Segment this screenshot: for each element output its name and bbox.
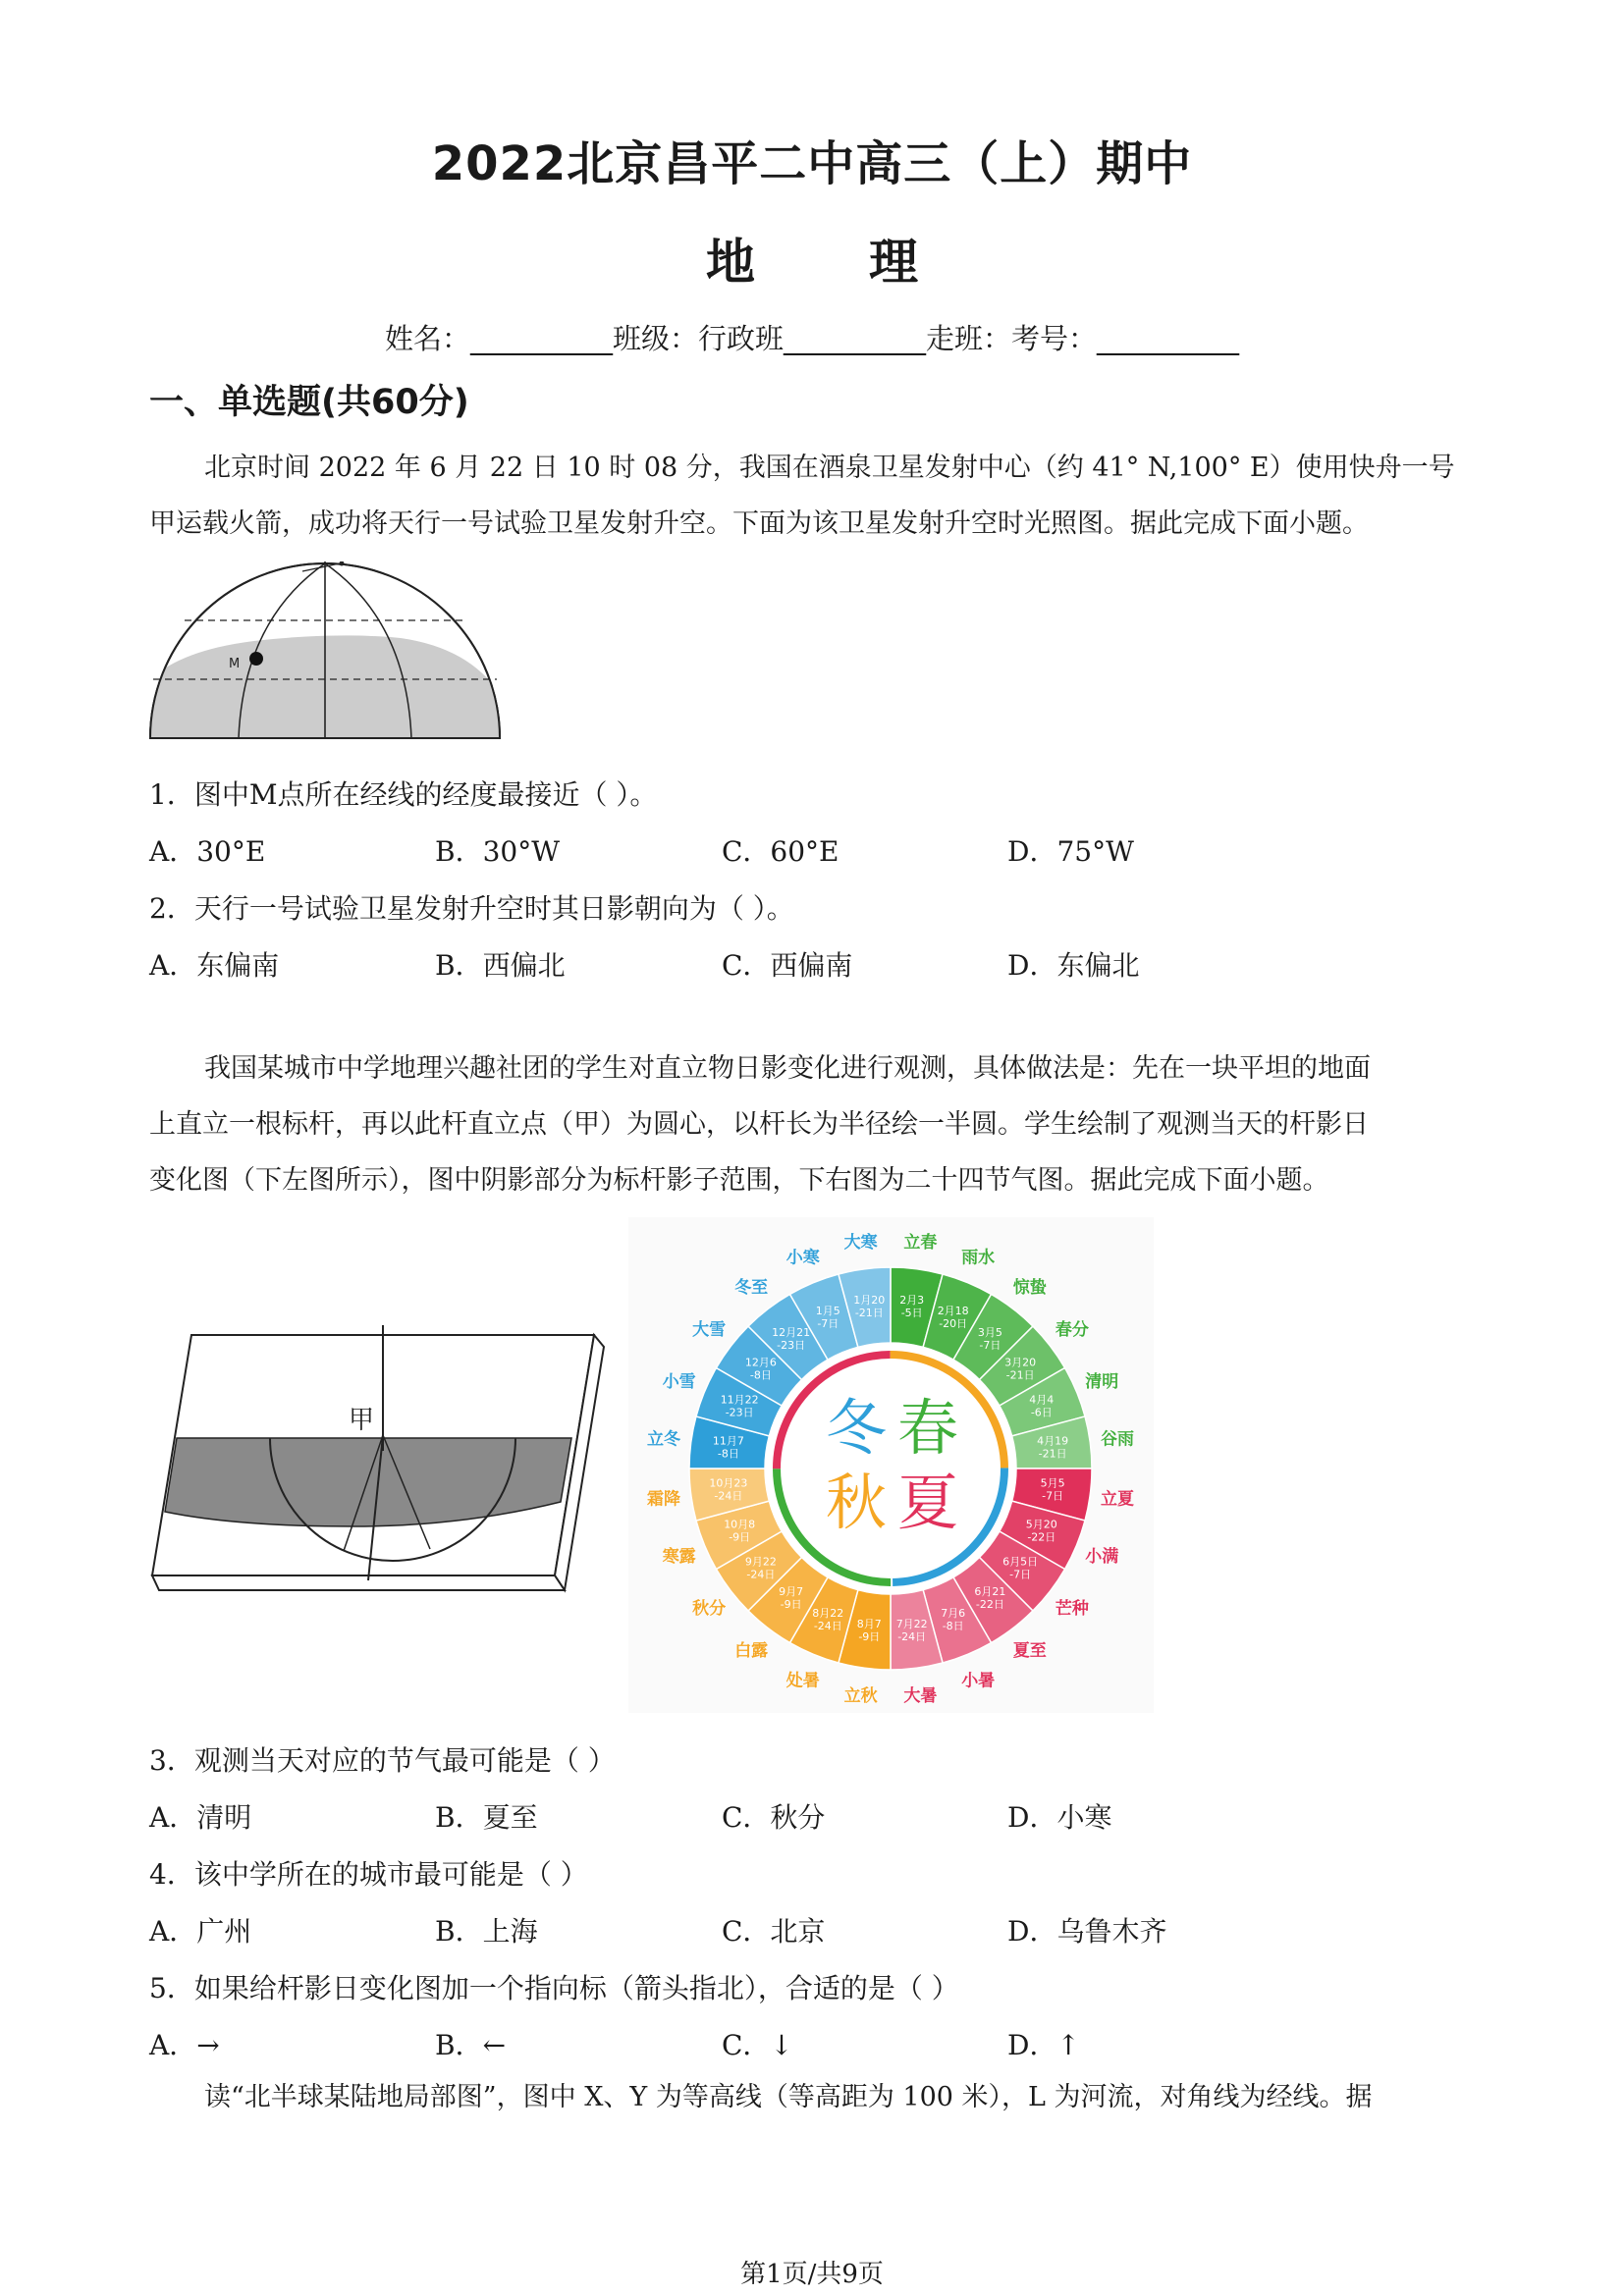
segment-date-label: 9月7 -9日	[779, 1585, 804, 1612]
solar-term-label: 立夏	[1101, 1489, 1134, 1510]
q3-option-d: D．小寒	[1007, 1801, 1112, 1834]
q3-option-c: C．秋分	[722, 1801, 826, 1834]
pole-shadow-diagram	[147, 1325, 614, 1600]
solar-term-label: 大暑	[903, 1686, 938, 1706]
solar-term-label: 小暑	[961, 1671, 996, 1691]
passage-1-line-1: 北京时间 2022 年 6 月 22 日 10 时 08 分，我国在酒泉卫星发射中心（约 41° N,100° E）使用快舟一号	[204, 453, 1455, 483]
point-m-label: M	[229, 657, 241, 671]
solar-term-label: 处暑	[785, 1671, 820, 1691]
q1-option-b: B．30°W	[435, 835, 560, 868]
solar-term-label: 小雪	[662, 1371, 696, 1392]
segment-date-label: 12月21 -23日	[772, 1325, 811, 1352]
solar-term-label: 惊蛰	[1012, 1278, 1047, 1299]
solar-term-label: 寒露	[662, 1547, 696, 1568]
solar-term-label: 谷雨	[1101, 1429, 1134, 1450]
solar-term-label: 秋分	[692, 1598, 727, 1619]
exam-title: 2022北京昌平二中高三（上）期中	[431, 136, 1193, 191]
segment-date-label: 11月7 -8日	[712, 1434, 744, 1461]
solar-term-label: 夏至	[1012, 1640, 1047, 1661]
q3-option-b: B．夏至	[435, 1801, 538, 1834]
center-char-spring: 春	[896, 1392, 959, 1464]
segment-date-label: 11月22 -23日	[720, 1393, 759, 1419]
question-1: 1．图中M点所在经线的经度最接近（ ）。	[149, 778, 658, 811]
solar-term-label: 白露	[734, 1640, 769, 1661]
q2-option-a: A．东偏南	[149, 949, 280, 982]
solar-term-label: 大雪	[692, 1320, 727, 1341]
page-footer: 第1页/共9页	[740, 2260, 884, 2289]
illumination-diagram	[145, 561, 509, 743]
solar-term-label: 雨水	[961, 1248, 996, 1268]
solar-term-label: 霜降	[647, 1489, 680, 1510]
segment-date-label: 7月6 -8日	[941, 1606, 966, 1632]
question-3: 3．观测当天对应的节气最可能是（ ）	[149, 1744, 616, 1777]
solar-term-label: 冬至	[734, 1278, 769, 1299]
section-heading: 一、单选题(共60分)	[149, 383, 469, 422]
q2-option-c: C．西偏南	[722, 949, 853, 982]
solar-term-label: 小满	[1085, 1547, 1119, 1568]
q3-option-a: A．清明	[149, 1801, 252, 1834]
segment-date-label: 2月18 -20日	[937, 1305, 969, 1331]
q5-option-a: A．→	[149, 2029, 220, 2061]
solar-terms-wheel	[628, 1217, 1154, 1713]
segment-date-label: 4月19 -21日	[1037, 1434, 1069, 1461]
q4-option-b: B．上海	[435, 1915, 538, 1948]
q4-option-c: C．北京	[722, 1915, 826, 1948]
q2-option-d: D．东偏北	[1007, 949, 1140, 982]
student-info-line: 姓名：__________班级：行政班__________走班：考号：__________	[384, 322, 1239, 355]
passage-2-line-3: 变化图（下左图所示），图中阴影部分为标杆影子范围，下右图为二十四节气图。据此完成下面小题。	[149, 1165, 1329, 1196]
passage-3	[149, 2069, 1485, 2125]
subject-char-2: 理	[869, 234, 918, 291]
solar-term-label: 芒种	[1055, 1598, 1089, 1619]
point-m-marker	[249, 652, 263, 666]
question-5: 5．如果给杆影日变化图加一个指向标（箭头指北），合适的是（ ）	[149, 1972, 959, 2004]
segment-date-label: 6月5日-7日	[1002, 1555, 1039, 1581]
segment-date-label: 12月6 -8日	[744, 1356, 777, 1382]
passage-3-line-1: 读“北半球某陆地局部图”，图中 X、Y 为等高线（等高距为 100 米），L 为河流，对角线为经线。据	[204, 2082, 1373, 2112]
q4-option-a: A．广州	[149, 1915, 252, 1948]
solar-term-label: 小寒	[785, 1248, 820, 1268]
solar-term-label: 清明	[1085, 1371, 1119, 1392]
passage-1-line-2: 甲运载火箭，成功将天行一号试验卫星发射升空。下面为该卫星发射升空时光照图。据此完成下面小题。	[149, 508, 1369, 539]
segment-date-label: 10月23 -24日	[709, 1476, 748, 1503]
q1-option-c: C．60°E	[722, 835, 839, 868]
q1-option-d: D．75°W	[1007, 835, 1134, 868]
q5-option-b: B．←	[435, 2029, 507, 2061]
q2-option-b: B．西偏北	[435, 949, 566, 982]
segment-date-label: 8月7 -9日	[856, 1618, 882, 1644]
segment-date-label: 7月22 -24日	[895, 1618, 928, 1644]
segment-date-label: 5月20 -22日	[1025, 1518, 1057, 1544]
question-4: 4．该中学所在的城市最可能是（ ）	[149, 1858, 588, 1891]
passage-2-line-2: 上直立一根标杆，再以此杆直立点（甲）为圆心，以杆长为半径绘一半圆。学生绘制了观测当天的杆影日	[149, 1109, 1369, 1140]
segment-date-label: 3月20 -21日	[1004, 1356, 1037, 1382]
segment-date-label: 5月5 -7日	[1040, 1476, 1065, 1503]
solar-term-label: 立春	[903, 1233, 938, 1253]
q5-option-d: D．↑	[1007, 2029, 1080, 2061]
center-char-autumn: 秋	[825, 1467, 888, 1538]
solar-term-label: 立秋	[843, 1686, 878, 1706]
question-2: 2．天行一号试验卫星发射升空时其日影朝向为（ ）。	[149, 892, 794, 925]
segment-date-label: 2月3 -5日	[899, 1293, 925, 1319]
solar-term-label: 立冬	[647, 1429, 680, 1450]
passage-2-line-1: 我国某城市中学地理兴趣社团的学生对直立物日影变化进行观测，具体做法是：先在一块平坦的地面	[204, 1053, 1371, 1084]
segment-date-label: 10月8 -9日	[724, 1518, 756, 1544]
q4-option-d: D．乌鲁木齐	[1007, 1915, 1167, 1948]
subject-title	[0, 223, 1624, 294]
solar-term-label: 大寒	[843, 1233, 878, 1253]
segment-date-label: 3月5 -7日	[977, 1325, 1002, 1352]
segment-date-label: 9月22 -24日	[744, 1555, 777, 1581]
solar-term-label: 春分	[1055, 1320, 1089, 1341]
segment-date-label: 6月21 -22日	[974, 1585, 1006, 1612]
segment-date-label: 8月22 -24日	[812, 1606, 844, 1632]
subject-char-1: 地	[706, 234, 755, 291]
center-char-winter: 冬	[825, 1392, 888, 1464]
center-char-summer: 夏	[896, 1467, 959, 1538]
q1-option-a: A．30°E	[149, 835, 266, 868]
q5-option-c: C．↓	[722, 2029, 793, 2061]
segment-date-label: 1月5 -7日	[815, 1305, 840, 1331]
point-jia-label: 甲	[349, 1406, 375, 1435]
passage-2	[149, 1041, 1485, 1208]
segment-date-label: 1月20 -21日	[853, 1293, 886, 1319]
segment-date-label: 4月4 -6日	[1029, 1393, 1055, 1419]
passage-1	[149, 440, 1485, 552]
